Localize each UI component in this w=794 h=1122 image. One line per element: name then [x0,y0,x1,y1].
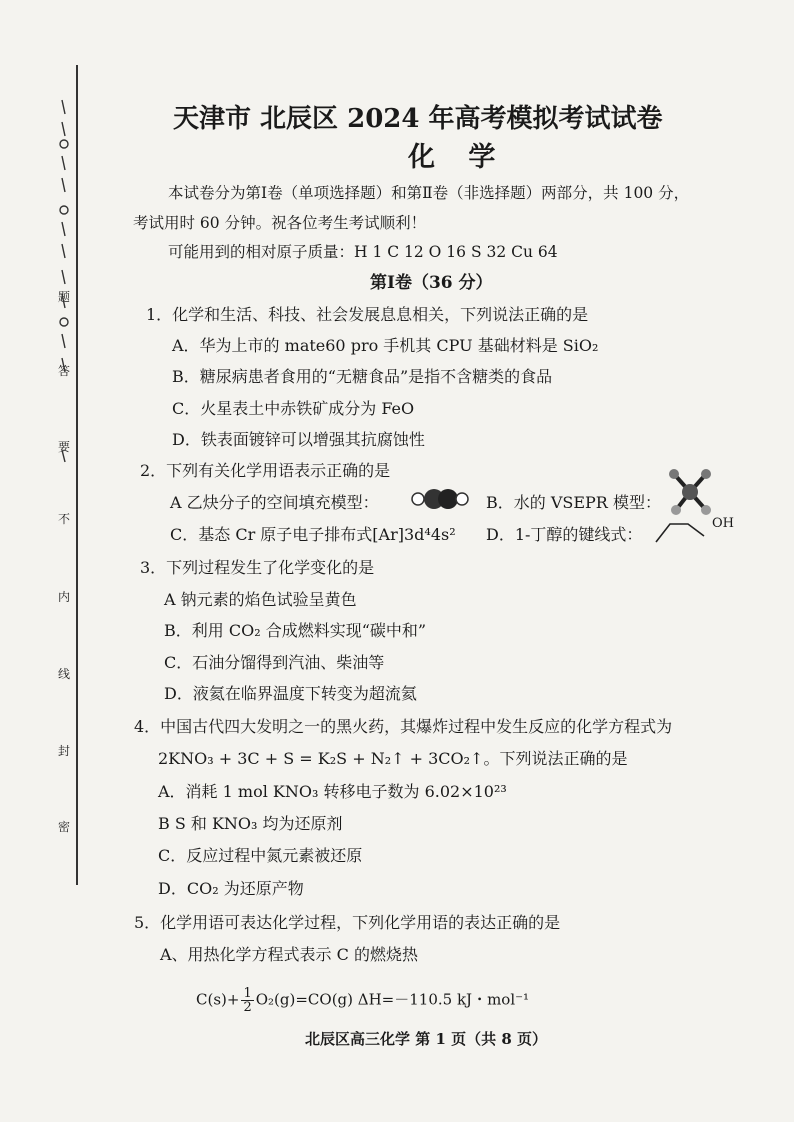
question-option: B．水的 VSEPR 模型： [486,493,661,512]
question-stem: 2．下列有关化学用语表示正确的是 [140,461,391,480]
question-option: D．液氦在临界温度下转变为超流氦 [164,684,417,703]
acetylene-model-icon [406,484,472,514]
question-stem: 5．化学用语可表达化学过程，下列化学用语的表达正确的是 [134,913,561,932]
seal-char: 线 [58,667,71,681]
thermo-right: O₂(g)=CO(g) ΔH=－110.5 kJ・mol⁻¹ [255,990,530,1009]
seal-char: 题 [58,290,71,304]
question-option: A 乙炔分子的空间填充模型： [170,493,379,512]
question-option: B．糖尿病患者食用的“无糖食品”是指不含糖类的食品 [172,367,553,386]
butanol-skeletal-icon [654,514,714,546]
question-option: A、用热化学方程式表示 C 的燃烧热 [160,945,418,964]
seal-char: 密 [58,820,71,834]
question-option: A 钠元素的焰色试验呈黄色 [164,590,357,609]
chemical-equation: 2KNO₃ + 3C + S = K₂S + N₂↑ + 3CO₂↑。下列说法正确的是 [158,749,628,768]
question-option: C．石油分馏得到汽油、柴油等 [164,653,385,672]
question-option: C．基态 Cr 原子电子排布式[Ar]3d⁴4s² [170,525,456,544]
seal-char: 答 [58,364,71,378]
seal-char: 不 [58,512,71,526]
question-stem: 3．下列过程发生了化学变化的是 [140,558,375,577]
question-option: C．反应过程中氮元素被还原 [158,846,363,865]
thermo-equation [196,987,529,1014]
atomic-mass-line: 可能用到的相对原子质量：H 1 C 12 O 16 S 32 Cu 64 [168,243,558,261]
vsepr-model-icon [666,466,714,518]
question-stem: 1．化学和生活、科技、社会发展息息相关，下列说法正确的是 [146,305,589,324]
seal-char: 要 [58,440,71,454]
question-option: D．CO₂ 为还原产物 [158,879,304,898]
section-title: 第Ⅰ卷（36 分） [370,273,493,293]
exam-title: 天津市 北辰区 2024 年高考模拟考试试卷 [173,104,663,134]
intro-text: 考试用时 60 分钟。祝各位考生考试顺利！ [133,214,427,232]
seal-char: 内 [58,590,71,604]
question-option: A．华为上市的 mate60 pro 手机其 CPU 基础材料是 SiO₂ [172,336,599,355]
intro-text: 本试卷分为第Ⅰ卷（单项选择题）和第Ⅱ卷（非选择题）两部分，共 100 分， [168,184,690,202]
seal-line [76,65,78,885]
question-option: B．利用 CO₂ 合成燃料实现“碳中和” [164,621,427,640]
subject-title: 化 学 [408,142,508,173]
fraction-denominator: 2 [243,1000,252,1015]
thermo-left: C(s)+ [196,990,240,1009]
fraction [241,987,253,1014]
page-footer: 北辰区高三化学 第 1 页（共 8 页） [305,1030,547,1048]
oh-label: OH [712,516,734,531]
question-option: B S 和 KNO₃ 均为还原剂 [158,814,343,833]
question-option: C．火星表土中赤铁矿成分为 FeO [172,399,415,418]
question-stem: 4．中国古代四大发明之一的黑火药，其爆炸过程中发生反应的化学方程式为 [134,717,673,736]
question-option: D．铁表面镀锌可以增强其抗腐蚀性 [172,430,425,449]
fraction-numerator: 1 [243,986,252,1001]
seal-char: 封 [58,744,71,758]
question-option: A．消耗 1 mol KNO₃ 转移电子数为 6.02×10²³ [158,782,507,801]
question-option: D．1-丁醇的键线式： [486,525,643,544]
seal-dash-marks [34,70,76,880]
